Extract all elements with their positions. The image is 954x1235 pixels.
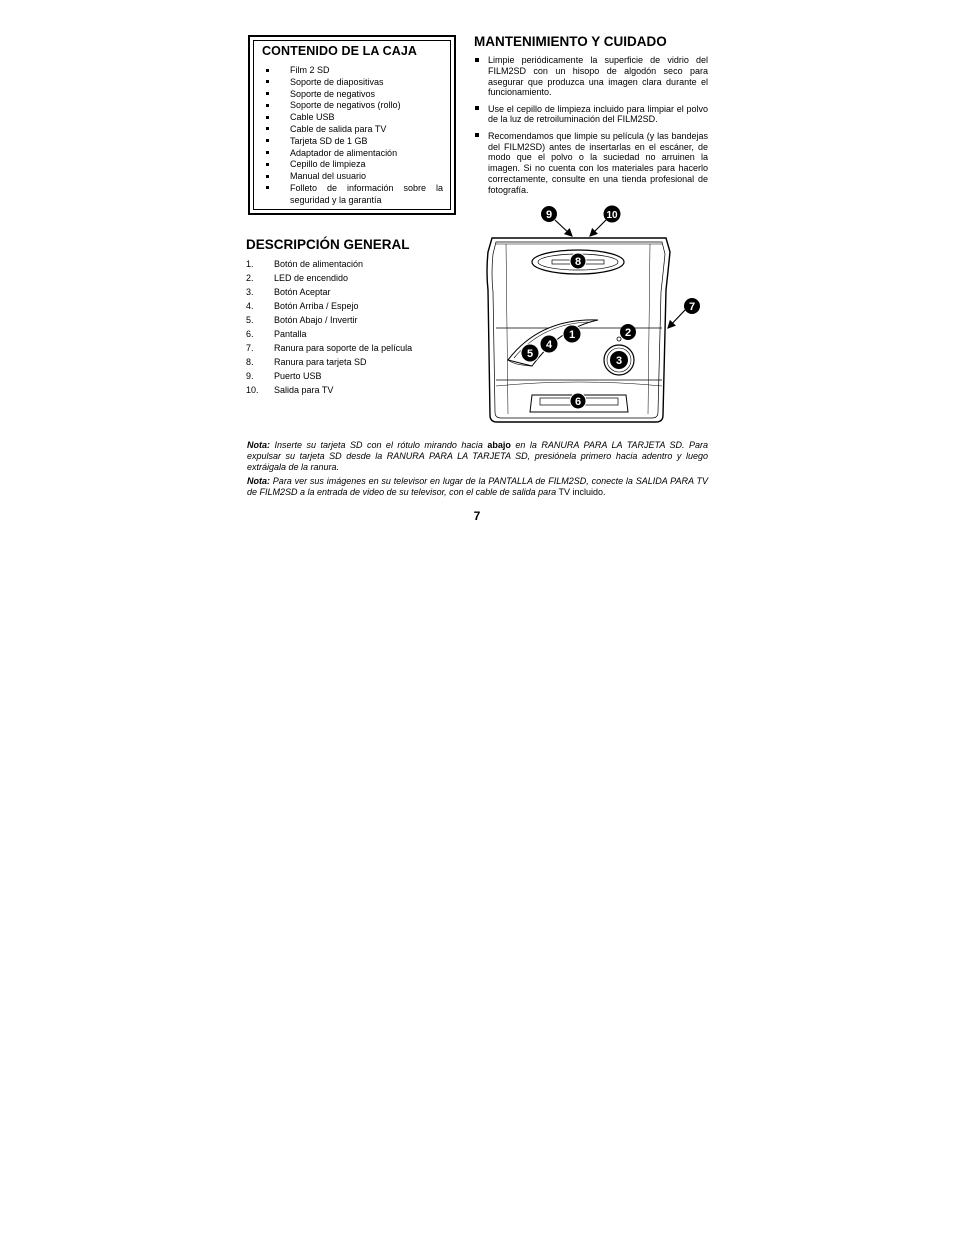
- item-number: 6.: [246, 329, 254, 339]
- item-text: Puerto USB: [274, 371, 322, 381]
- item-text: LED de encendido: [274, 273, 349, 283]
- note-sd-card: [247, 440, 708, 472]
- callout-label: 5: [526, 348, 534, 360]
- callout-power: [563, 325, 581, 343]
- note-emphasis: abajo: [487, 440, 511, 450]
- item-text: Botón Arriba / Espejo: [274, 301, 359, 311]
- item-number: 7.: [246, 343, 254, 353]
- item-text: Pantalla: [274, 329, 307, 339]
- note-text: Para ver sus imágenes en su televisor en lugar de la PANTALLA de FILM2SD, conecte la SALIDA PARA TV de FILM2SD a la entrada de video de su televisor, con el cable de salida para: [247, 476, 708, 497]
- callout-label: 8: [574, 256, 582, 268]
- item-number: 9.: [246, 371, 254, 381]
- item-text: Ranura para tarjeta SD: [274, 357, 367, 367]
- list-item: Tarjeta SD de 1 GB: [262, 136, 443, 148]
- list-item: Cepillo de limpieza: [262, 159, 443, 171]
- note-text: en la RANURA PARA LA TARJETA SD. Para expulsar su tarjeta SD desde la RANURA PARA LA TARJETA SD, presiónela primero hacia adentro y luego extráigala de la ranura.: [247, 440, 709, 472]
- note-label: Nota:: [247, 476, 270, 486]
- callout-label: 6: [574, 396, 582, 408]
- list-item: Recomendamos que limpie su película (y las bandejas del FILM2SD) antes de insertarlas en el escáner, de modo que el polvo o la suciedad no arruinen la imagen. Si no cuenta con los materiales para hacerlo correctamente, consulte en una tienda profesional de fotografía.: [474, 131, 708, 196]
- item-text: Ranura para soporte de la película: [274, 343, 413, 353]
- item-number: 2.: [246, 273, 254, 283]
- list-item: Limpie periódicamente la superficie de vidrio del FILM2SD con un hisopo de algodón seco para asegurar que produzca una imagen clara durante el funcionamiento.: [474, 55, 708, 98]
- callout-led: [620, 324, 636, 340]
- callout-screen: [570, 393, 586, 409]
- callout-film-slot: [684, 298, 700, 314]
- list-item: Cable de salida para TV: [262, 124, 443, 136]
- callout-label: 9: [545, 209, 553, 221]
- callout-ok: [610, 351, 628, 369]
- item-text: Salida para TV: [274, 385, 334, 395]
- callout-sd-slot: [570, 253, 586, 269]
- list-item: Soporte de diapositivas: [262, 77, 443, 89]
- maintenance-list: [474, 55, 708, 201]
- callout-label: 3: [615, 355, 623, 367]
- item-text: Botón Aceptar: [274, 287, 331, 297]
- usb-port-arrow: [555, 220, 572, 236]
- list-item: Cable USB: [262, 112, 443, 124]
- callout-label: 10: [606, 210, 618, 221]
- callout-label: 7: [688, 301, 696, 313]
- scanner-diagram: [480, 200, 710, 430]
- list-item: Soporte de negativos (rollo): [262, 100, 443, 112]
- callout-tv-out: [604, 206, 621, 223]
- list-item: Use el cepillo de limpieza incluido para limpiar el polvo de la luz de retroiluminación del FILM2SD.: [474, 104, 708, 126]
- callout-down: [521, 344, 539, 362]
- note-text-upright: TV incluido.: [556, 486, 606, 497]
- tv-out-arrow: [590, 220, 606, 236]
- item-text: Botón Abajo / Invertir: [274, 315, 358, 325]
- item-number: 4.: [246, 301, 254, 311]
- item-number: 1.: [246, 259, 254, 269]
- list-item: Manual del usuario: [262, 171, 443, 183]
- box-contents-panel: [248, 35, 456, 215]
- box-contents-title: CONTENIDO DE LA CAJA: [262, 44, 418, 58]
- item-number: 3.: [246, 287, 254, 297]
- callout-usb: [541, 206, 557, 222]
- box-contents-list: [262, 65, 443, 207]
- list-item: Soporte de negativos: [262, 89, 443, 101]
- item-text: Botón de alimentación: [274, 259, 364, 269]
- callout-up: [540, 335, 558, 353]
- power-led-icon: [617, 337, 621, 341]
- callout-label: 4: [545, 339, 553, 351]
- page-number: 7: [473, 509, 481, 523]
- item-number: 10.: [246, 385, 259, 395]
- list-item: Adaptador de alimentación: [262, 148, 443, 160]
- callout-label: 2: [624, 327, 632, 339]
- note-tv-output: [247, 476, 708, 498]
- film-slot-arrow: [668, 310, 685, 328]
- list-item: Film 2 SD: [262, 65, 443, 77]
- item-number: 8.: [246, 357, 254, 367]
- item-number: 5.: [246, 315, 254, 325]
- callout-label: 1: [568, 329, 576, 341]
- maintenance-title: MANTENIMIENTO Y CUIDADO: [474, 34, 667, 49]
- list-item: Folleto de información sobre la seguridad y la garantía: [262, 183, 443, 207]
- description-title: DESCRIPCIÓN GENERAL: [246, 237, 410, 252]
- note-text: Inserte su tarjeta SD con el rótulo mirando hacia: [270, 440, 488, 450]
- note-label: Nota:: [247, 440, 270, 450]
